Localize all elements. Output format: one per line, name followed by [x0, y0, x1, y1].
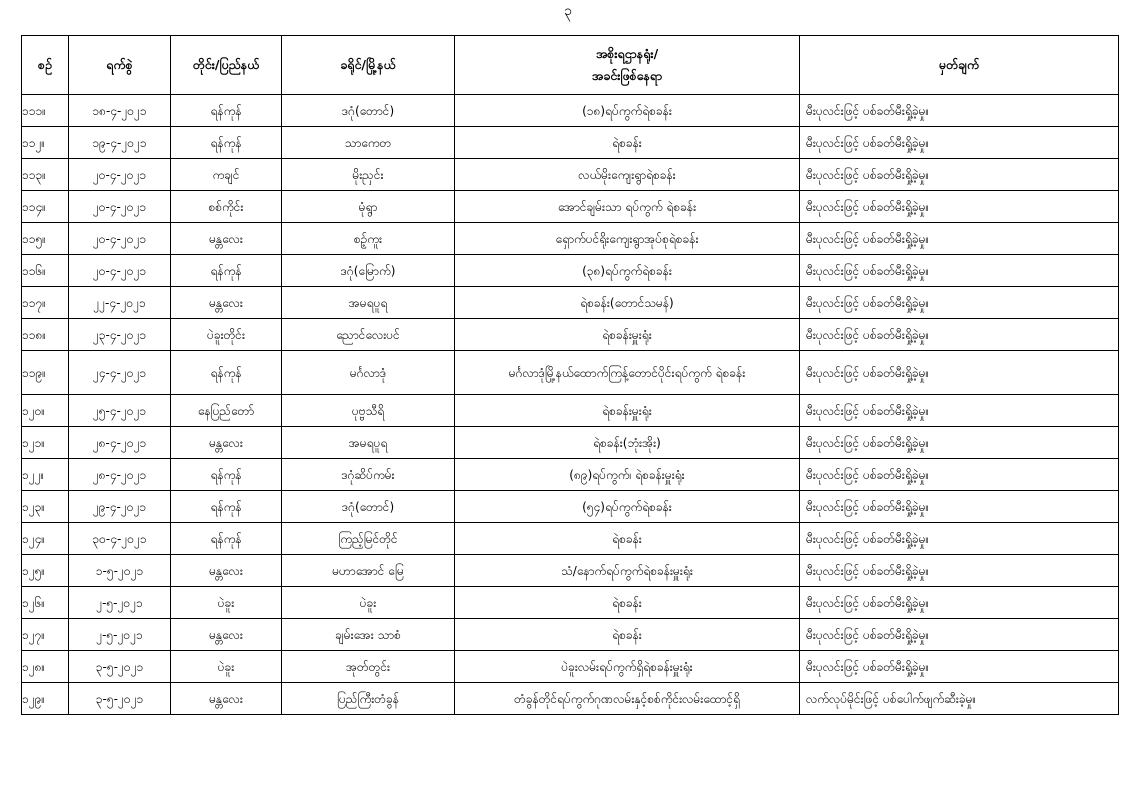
table-row	[22, 351, 1119, 395]
header-date: ရက်စွဲ	[69, 36, 171, 95]
serial-cell: ၁၂၂။	[22, 459, 69, 491]
serial-cell: ၁၁၈။	[22, 319, 69, 351]
remarks-cell: မီးပုလင်းဖြင့် ပစ်ခတ်မီးရှို့ခဲ့မှု။	[800, 191, 1119, 223]
remarks-cell: မီးပုလင်းဖြင့် ပစ်ခတ်မီးရှို့ခဲ့မှု။	[800, 395, 1119, 427]
location-cell: ရှောက်ပင်ရိုးကျေးရွာအုပ်စုရဲစခန်း	[455, 223, 800, 255]
location-cell: ရဲစခန်း	[455, 127, 800, 159]
serial-cell: ၁၂၅။	[22, 555, 69, 587]
region-cell: ရန်ကုန်	[171, 127, 282, 159]
table-row	[22, 191, 1119, 223]
township-cell: ပုဗ္ဗသီရိ	[282, 395, 455, 427]
location-cell: ရဲစခန်း(ဘုံးအိုး)	[455, 427, 800, 459]
date-cell: ၁၈-၄-၂၀၂၁	[69, 95, 171, 127]
township-cell: ပဲခူး	[282, 587, 455, 619]
date-cell: ၂၄-၄-၂၀၂၁	[69, 351, 171, 395]
date-cell: ၂၅-၄-၂၀၂၁	[69, 395, 171, 427]
remarks-cell: မီးပုလင်းဖြင့် ပစ်ခတ်မီးရှို့ခဲ့မှု။	[800, 351, 1119, 395]
table-row	[22, 523, 1119, 555]
township-cell: ညောင်လေးပင်	[282, 319, 455, 351]
table-row	[22, 459, 1119, 491]
table-row	[22, 619, 1119, 651]
township-cell: ကြည့်မြင်တိုင်	[282, 523, 455, 555]
township-cell: မင်္ဂလာဒုံ	[282, 351, 455, 395]
region-cell: ကချင်	[171, 159, 282, 191]
date-cell: ၂၉-၄-၂၀၂၁	[69, 491, 171, 523]
location-cell: ရဲစခန်းမှူးရုံး	[455, 395, 800, 427]
township-cell: မုံရွာ	[282, 191, 455, 223]
header-location: အစိုးရဌာနရုံး/ အခင်းဖြစ်နေရာ	[455, 36, 800, 95]
location-cell: မင်္ဂလာဒုံမြို့နယ်ထောက်ကြန့်တောင်ပိုင်းရပ်ကွက် ရဲစခန်း	[455, 351, 800, 395]
table-row	[22, 95, 1119, 127]
township-cell: ဒဂုံ(မြောက်)	[282, 255, 455, 287]
region-cell: ရန်ကုန်	[171, 523, 282, 555]
table-row	[22, 287, 1119, 319]
date-cell: ၂၀-၄-၂၀၂၁	[69, 223, 171, 255]
location-cell: (၈၉)ရပ်ကွက်၊ ရဲစခန်းမှူးရုံး	[455, 459, 800, 491]
date-cell: ၂၀-၄-၂၀၂၁	[69, 255, 171, 287]
remarks-cell: မီးပုလင်းဖြင့် ပစ်ခတ်မီးရှို့ခဲ့မှု။	[800, 523, 1119, 555]
remarks-cell: လက်လုပ်မိုင်းဖြင့် ပစ်ပေါက်ဖျက်ဆီးခဲ့မှု။	[800, 683, 1119, 715]
date-cell: ၁၉-၄-၂၀၂၁	[69, 127, 171, 159]
table-row	[22, 319, 1119, 351]
serial-cell: ၁၂၇။	[22, 619, 69, 651]
location-cell: ရဲစခန်းမှူးရုံး	[455, 319, 800, 351]
table-row	[22, 427, 1119, 459]
remarks-cell: မီးပုလင်းဖြင့် ပစ်ခတ်မီးရှို့ခဲ့မှု။	[800, 287, 1119, 319]
date-cell: ၂၂-၄-၂၀၂၁	[69, 287, 171, 319]
region-cell: ရန်ကုန်	[171, 491, 282, 523]
location-cell: ရဲစခန်း(တောင်သမန်)	[455, 287, 800, 319]
remarks-cell: မီးပုလင်းဖြင့် ပစ်ခတ်မီးရှို့ခဲ့မှု။	[800, 587, 1119, 619]
serial-cell: ၁၂၁။	[22, 427, 69, 459]
remarks-cell: မီးပုလင်းဖြင့် ပစ်ခတ်မီးရှို့ခဲ့မှု။	[800, 127, 1119, 159]
remarks-cell: မီးပုလင်းဖြင့် ပစ်ခတ်မီးရှို့ခဲ့မှု။	[800, 427, 1119, 459]
township-cell: ဒဂုံ(တောင်)	[282, 95, 455, 127]
date-cell: ၂၃-၄-၂၀၂၁	[69, 319, 171, 351]
township-cell: ဒဂုံ(တောင်)	[282, 491, 455, 523]
serial-cell: ၁၂၀။	[22, 395, 69, 427]
table-row	[22, 127, 1119, 159]
region-cell: စစ်ကိုင်း	[171, 191, 282, 223]
table-row	[22, 555, 1119, 587]
region-cell: မန္တလေး	[171, 683, 282, 715]
serial-cell: ၁၁၃။	[22, 159, 69, 191]
township-cell: မဟာအောင် မြေ	[282, 555, 455, 587]
table-row	[22, 587, 1119, 619]
region-cell: ရန်ကုန်	[171, 95, 282, 127]
page-number: ၃	[564, 3, 572, 19]
date-cell: ၂၈-၄-၂၀၂၁	[69, 427, 171, 459]
incident-table	[21, 35, 1119, 715]
table-row	[22, 255, 1119, 287]
remarks-cell: မီးပုလင်းဖြင့် ပစ်ခတ်မီးရှို့ခဲ့မှု။	[800, 555, 1119, 587]
location-cell: ပဲခူးလမ်းရပ်ကွက်ရှိရဲစခန်းမှူးရုံး	[455, 651, 800, 683]
region-cell: ရန်ကုန်	[171, 459, 282, 491]
remarks-cell: မီးပုလင်းဖြင့် ပစ်ခတ်မီးရှို့ခဲ့မှု။	[800, 491, 1119, 523]
location-cell: (၅၄)ရပ်ကွက်ရဲစခန်း	[455, 491, 800, 523]
township-cell: အုတ်တွင်း	[282, 651, 455, 683]
location-cell: လယ်မိုးကျေးရွာရဲစခန်း	[455, 159, 800, 191]
serial-cell: ၁၂၈။	[22, 651, 69, 683]
region-cell: ပဲခူး	[171, 651, 282, 683]
date-cell: ၂၀-၄-၂၀၂၁	[69, 191, 171, 223]
date-cell: ၃၀-၄-၂၀၂၁	[69, 523, 171, 555]
region-cell: မန္တလေး	[171, 223, 282, 255]
header-region: တိုင်း/ပြည်နယ်	[171, 36, 282, 95]
header-remarks: မှတ်ချက်	[800, 36, 1119, 95]
location-cell: သံ/နောက်ရပ်ကွက်ရဲစခန်းမှူးရုံး	[455, 555, 800, 587]
remarks-cell: မီးပုလင်းဖြင့် ပစ်ခတ်မီးရှို့ခဲ့မှု။	[800, 159, 1119, 191]
table-row	[22, 223, 1119, 255]
serial-cell: ၁၁၅။	[22, 223, 69, 255]
serial-cell: ၁၂၆။	[22, 587, 69, 619]
location-cell: ရဲစခန်း	[455, 619, 800, 651]
date-cell: ၂၀-၄-၂၀၂၁	[69, 159, 171, 191]
date-cell: ၂-၅-၂၀၂၁	[69, 619, 171, 651]
serial-cell: ၁၂၄။	[22, 523, 69, 555]
township-cell: ချမ်းအေး သာစံ	[282, 619, 455, 651]
township-cell: အမရပူရ	[282, 427, 455, 459]
region-cell: ရန်ကုန်	[171, 255, 282, 287]
table-header-row	[22, 36, 1119, 95]
region-cell: ပဲခူးတိုင်း	[171, 319, 282, 351]
region-cell: မန္တလေး	[171, 619, 282, 651]
table-row	[22, 395, 1119, 427]
serial-cell: ၁၁၄။	[22, 191, 69, 223]
region-cell: ပဲခူး	[171, 587, 282, 619]
location-cell: အောင်ချမ်းသာ ရပ်ကွက် ရဲစခန်း	[455, 191, 800, 223]
remarks-cell: မီးပုလင်းဖြင့် ပစ်ခတ်မီးရှို့ခဲ့မှု။	[800, 95, 1119, 127]
remarks-cell: မီးပုလင်းဖြင့် ပစ်ခတ်မီးရှို့ခဲ့မှု။	[800, 319, 1119, 351]
date-cell: ၂-၅-၂၀၂၁	[69, 587, 171, 619]
date-cell: ၃-၅-၂၀၂၁	[69, 683, 171, 715]
location-cell: တံခွန်တိုင်ရပ်ကွက်ဂုဏလမ်းနှင့်စစ်ကိုင်းလမ်းထောင့်ရှိ	[455, 683, 800, 715]
remarks-cell: မီးပုလင်းဖြင့် ပစ်ခတ်မီးရှို့ခဲ့မှု။	[800, 223, 1119, 255]
serial-cell: ၁၁၂။	[22, 127, 69, 159]
region-cell: မန္တလေး	[171, 287, 282, 319]
table-row	[22, 683, 1119, 715]
table-row	[22, 491, 1119, 523]
location-cell: ရဲစခန်း	[455, 523, 800, 555]
remarks-cell: မီးပုလင်းဖြင့် ပစ်ခတ်မီးရှို့ခဲ့မှု။	[800, 459, 1119, 491]
location-cell: (၃၈)ရပ်ကွက်ရဲစခန်း	[455, 255, 800, 287]
location-cell: ရဲစခန်း	[455, 587, 800, 619]
table-row	[22, 159, 1119, 191]
region-cell: ရန်ကုန်	[171, 351, 282, 395]
region-cell: နေပြည်တော်	[171, 395, 282, 427]
remarks-cell: မီးပုလင်းဖြင့် ပစ်ခတ်မီးရှို့ခဲ့မှု။	[800, 619, 1119, 651]
region-cell: မန္တလေး	[171, 555, 282, 587]
table-row	[22, 651, 1119, 683]
date-cell: ၂၈-၄-၂၀၂၁	[69, 459, 171, 491]
remarks-cell: မီးပုလင်းဖြင့် ပစ်ခတ်မီးရှို့ခဲ့မှု။	[800, 255, 1119, 287]
serial-cell: ၁၁၁။	[22, 95, 69, 127]
region-cell: မန္တလေး	[171, 427, 282, 459]
serial-cell: ၁၁၆။	[22, 255, 69, 287]
township-cell: ဒဂုံဆိပ်ကမ်း	[282, 459, 455, 491]
remarks-cell: မီးပုလင်းဖြင့် ပစ်ခတ်မီးရှို့ခဲ့မှု။	[800, 651, 1119, 683]
header-township: ခရိုင်/မြို့နယ်	[282, 36, 455, 95]
date-cell: ၁-၅-၂၀၂၁	[69, 555, 171, 587]
serial-cell: ၁၁၇။	[22, 287, 69, 319]
serial-cell: ၁၂၉။	[22, 683, 69, 715]
date-cell: ၃-၅-၂၀၂၁	[69, 651, 171, 683]
header-serial: စဉ်	[22, 36, 69, 95]
serial-cell: ၁၂၃။	[22, 491, 69, 523]
township-cell: သာကေတ	[282, 127, 455, 159]
township-cell: ပြည်ကြီးတံခွန်	[282, 683, 455, 715]
location-cell: (၁၈)ရပ်ကွက်ရဲစခန်း	[455, 95, 800, 127]
township-cell: စဉ့်ကူး	[282, 223, 455, 255]
township-cell: မိုးညှင်း	[282, 159, 455, 191]
serial-cell: ၁၁၉။	[22, 351, 69, 395]
township-cell: အမရပူရ	[282, 287, 455, 319]
